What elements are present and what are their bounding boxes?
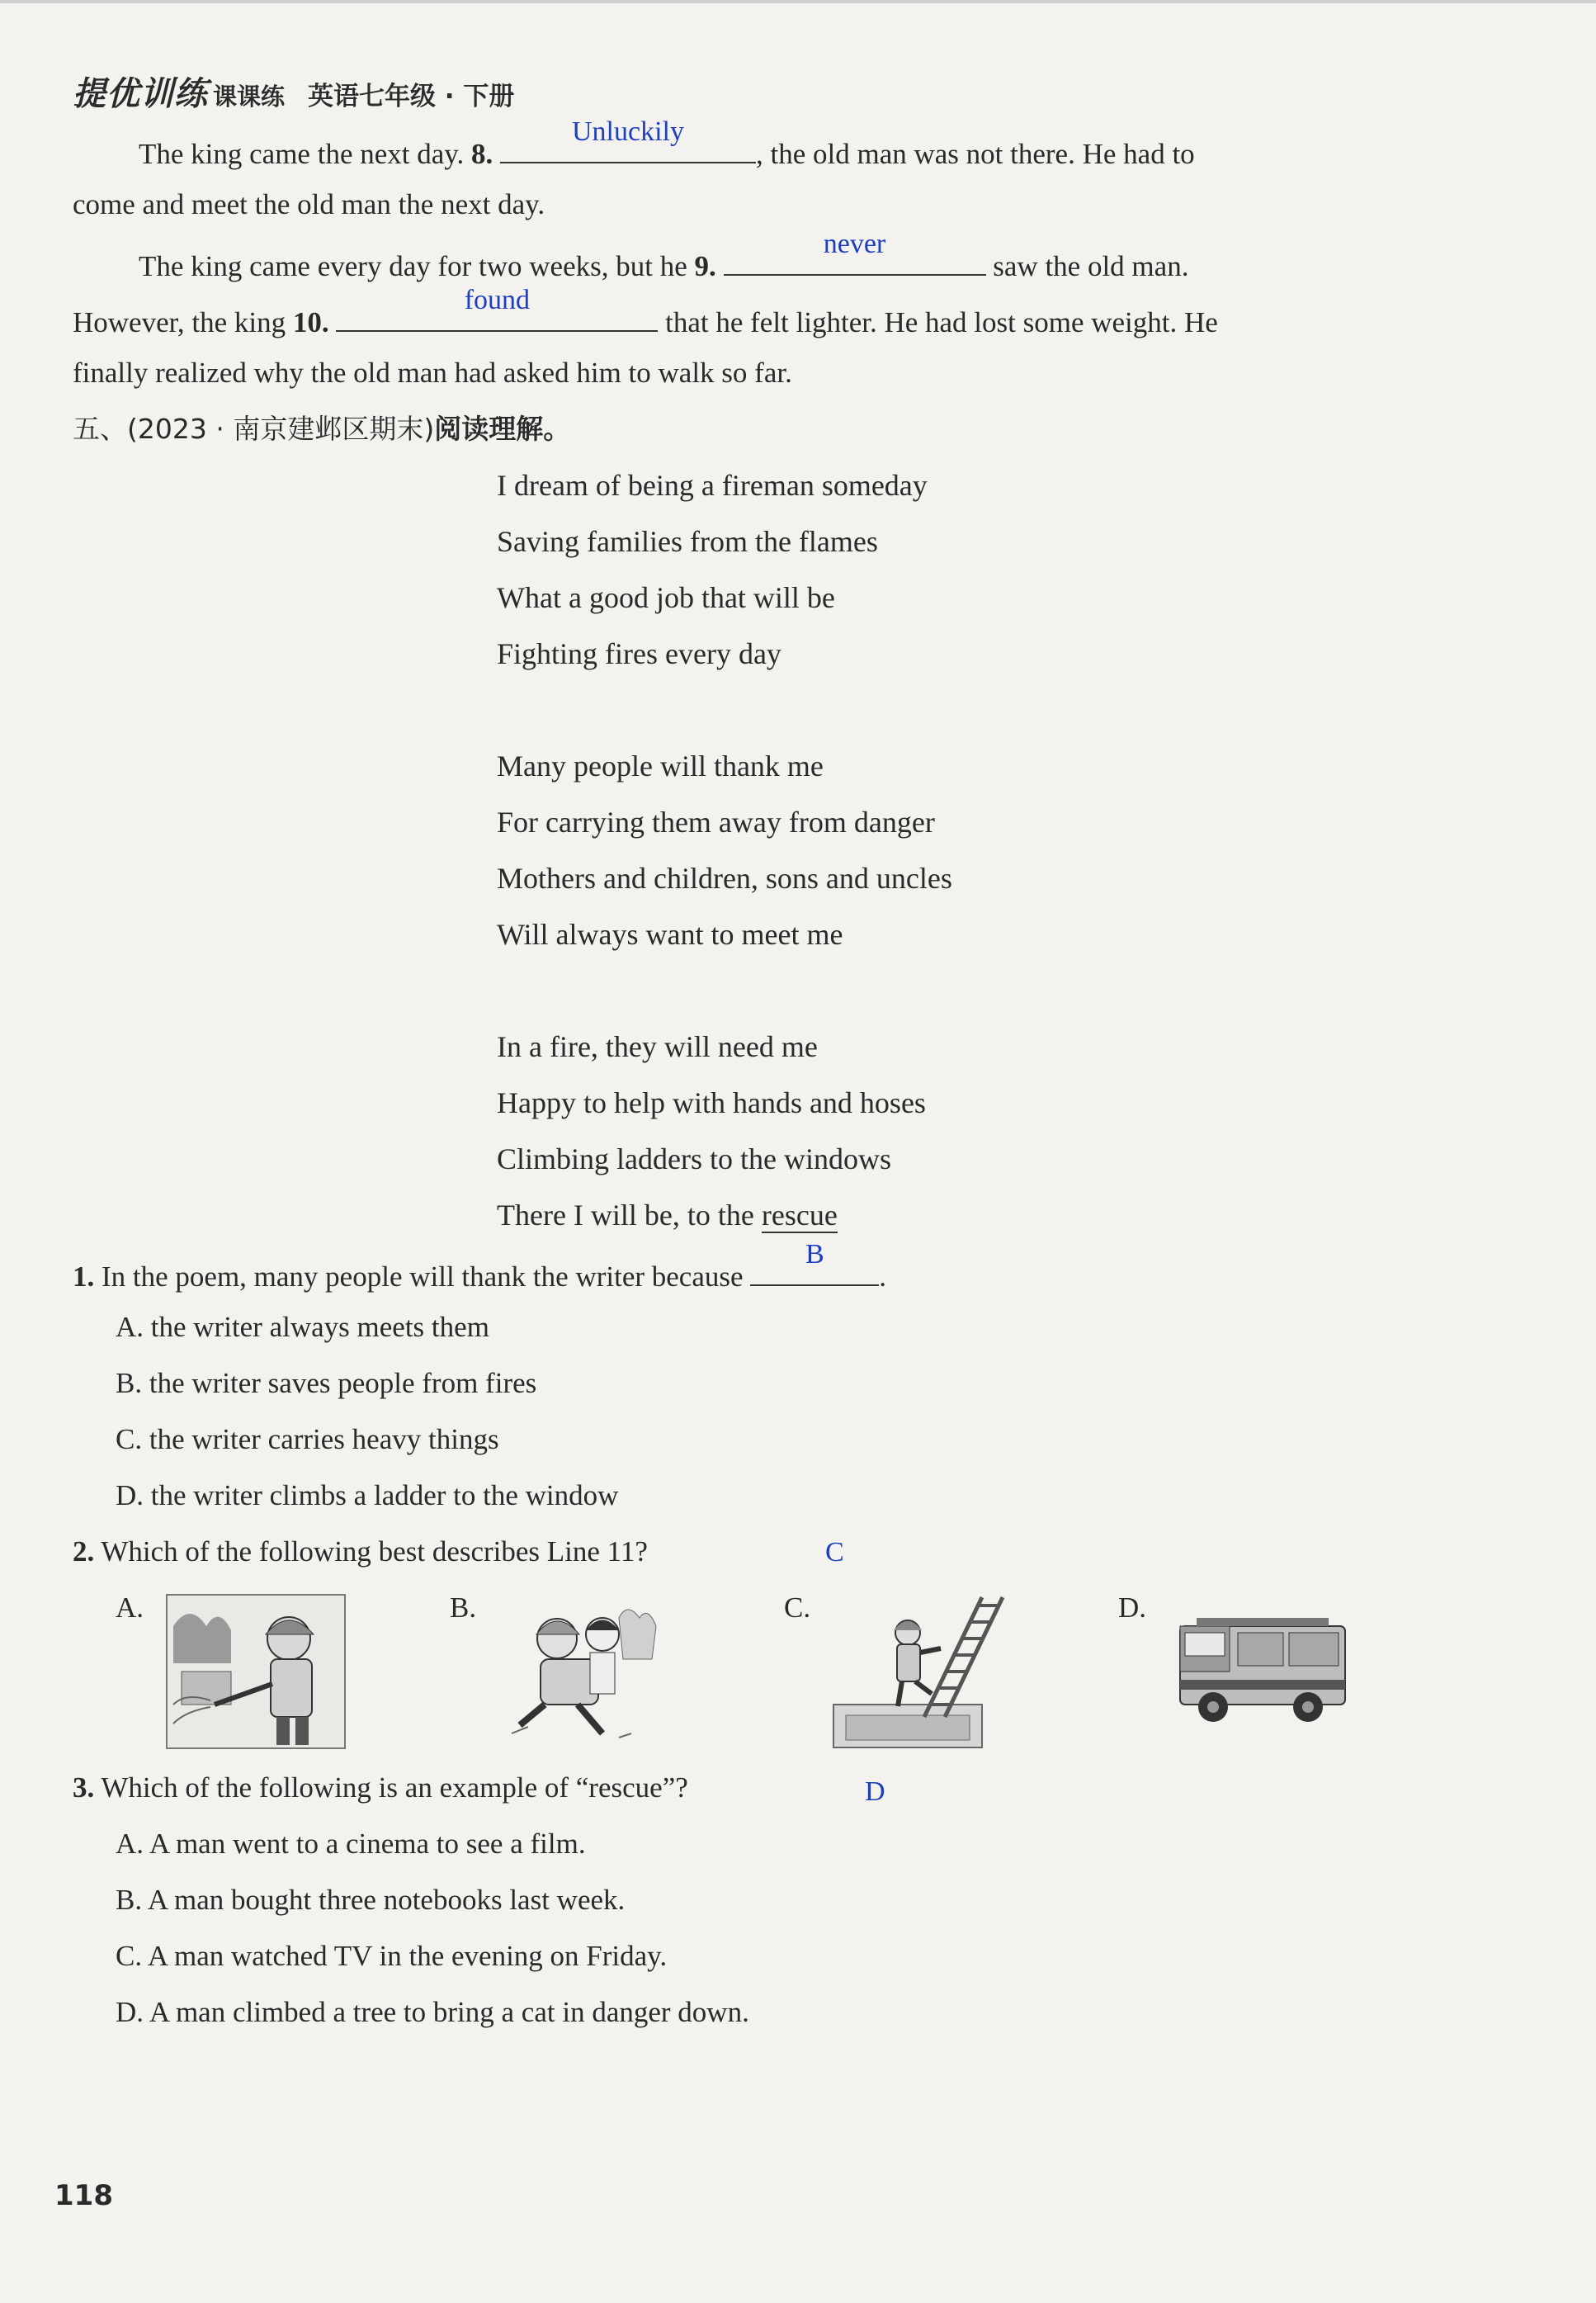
firefighter-carrying-child-picture[interactable] — [495, 1593, 677, 1750]
q10-blank[interactable] — [336, 285, 658, 332]
story-line-1: The king came the next day. 8. Unluckily , the old man was not there. He had to — [139, 130, 1195, 173]
story-line-2: come and meet the old man the next day. — [73, 188, 545, 220]
poem-line-11: Climbing ladders to the windows — [497, 1142, 891, 1175]
story-line-5: finally realized why the old man had asked him to walk so far. — [73, 357, 792, 389]
q8-number: 8. — [471, 138, 493, 170]
q2-label-d: D. — [1118, 1591, 1147, 1624]
question-2: 2. Which of the following best describes Line 11? — [73, 1535, 648, 1568]
q1-option-c[interactable]: C. the writer carries heavy things — [116, 1423, 499, 1455]
rescue-word: rescue — [761, 1199, 838, 1232]
q3-option-c[interactable]: C. A man watched TV in the evening on Friday. — [116, 1940, 668, 1972]
q2-label-b: B. — [450, 1591, 477, 1624]
poem-line-5: Many people will thank me — [497, 750, 824, 783]
top-border — [0, 0, 1596, 3]
q1-blank[interactable] — [750, 1239, 879, 1286]
q2-answer: C — [825, 1537, 844, 1568]
poem-line-12: There I will be, to the rescue — [497, 1199, 838, 1232]
q1-option-a[interactable]: A. the writer always meets them — [116, 1311, 489, 1343]
q3-option-b[interactable]: B. A man bought three notebooks last week. — [116, 1884, 626, 1916]
q1-option-b[interactable]: B. the writer saves people from fires — [116, 1367, 537, 1399]
q3-answer: D — [865, 1776, 885, 1807]
q8-blank[interactable] — [500, 116, 756, 163]
question-3: 3. Which of the following is an example of “rescue”? — [73, 1771, 688, 1804]
q1-option-d[interactable]: D. the writer climbs a ladder to the window — [116, 1479, 619, 1511]
poem-line-4: Fighting fires every day — [497, 637, 781, 670]
q9-blank[interactable] — [724, 229, 986, 276]
page-header — [73, 68, 514, 115]
story-line-4: However, the king 10. found that he felt lighter. He had lost some weight. He — [73, 299, 1218, 341]
firefighter-climbing-ladder-picture[interactable] — [829, 1593, 1011, 1750]
q3-option-d[interactable]: D. A man climbed a tree to bring a cat in danger down. — [116, 1996, 749, 2028]
story-line-3: The king came every day for two weeks, but he 9. never saw the old man. — [139, 243, 1188, 285]
poem-line-7: Mothers and children, sons and uncles — [497, 862, 952, 895]
q9-answer: never — [823, 229, 886, 259]
firefighter-hose-picture[interactable] — [165, 1593, 347, 1750]
q2-label-a: A. — [116, 1591, 144, 1624]
poem-line-1: I dream of being a fireman someday — [497, 469, 928, 502]
course-title: 英语七年级 · 下册 — [308, 82, 515, 111]
poem-line-6: For carrying them away from danger — [497, 806, 935, 839]
poem-line-8: Will always want to meet me — [497, 918, 843, 951]
q10-number: 10. — [292, 306, 329, 338]
brand-title: 提优训练 — [73, 75, 208, 113]
q1-answer: B — [805, 1239, 824, 1270]
poem-line-9: In a fire, they will need me — [497, 1030, 818, 1063]
page-number: 118 — [54, 2179, 113, 2212]
q10-answer: found — [464, 285, 531, 315]
brand-subtitle: 课课练 — [213, 83, 286, 111]
section-title: 五、(2023 · 南京建邺区期末)阅读理解。 — [73, 413, 571, 445]
q9-number: 9. — [694, 250, 716, 282]
poem-line-2: Saving families from the flames — [497, 525, 878, 558]
question-1: 1. In the poem, many people will thank the writer because B . — [73, 1253, 886, 1295]
poem-line-3: What a good job that will be — [497, 581, 835, 614]
poem-line-10: Happy to help with hands and hoses — [497, 1086, 926, 1119]
q8-answer: Unluckily — [572, 116, 684, 147]
q3-option-a[interactable]: A. A man went to a cinema to see a film. — [116, 1828, 586, 1860]
q2-label-c: C. — [784, 1591, 811, 1624]
fire-truck-picture[interactable] — [1172, 1610, 1353, 1733]
